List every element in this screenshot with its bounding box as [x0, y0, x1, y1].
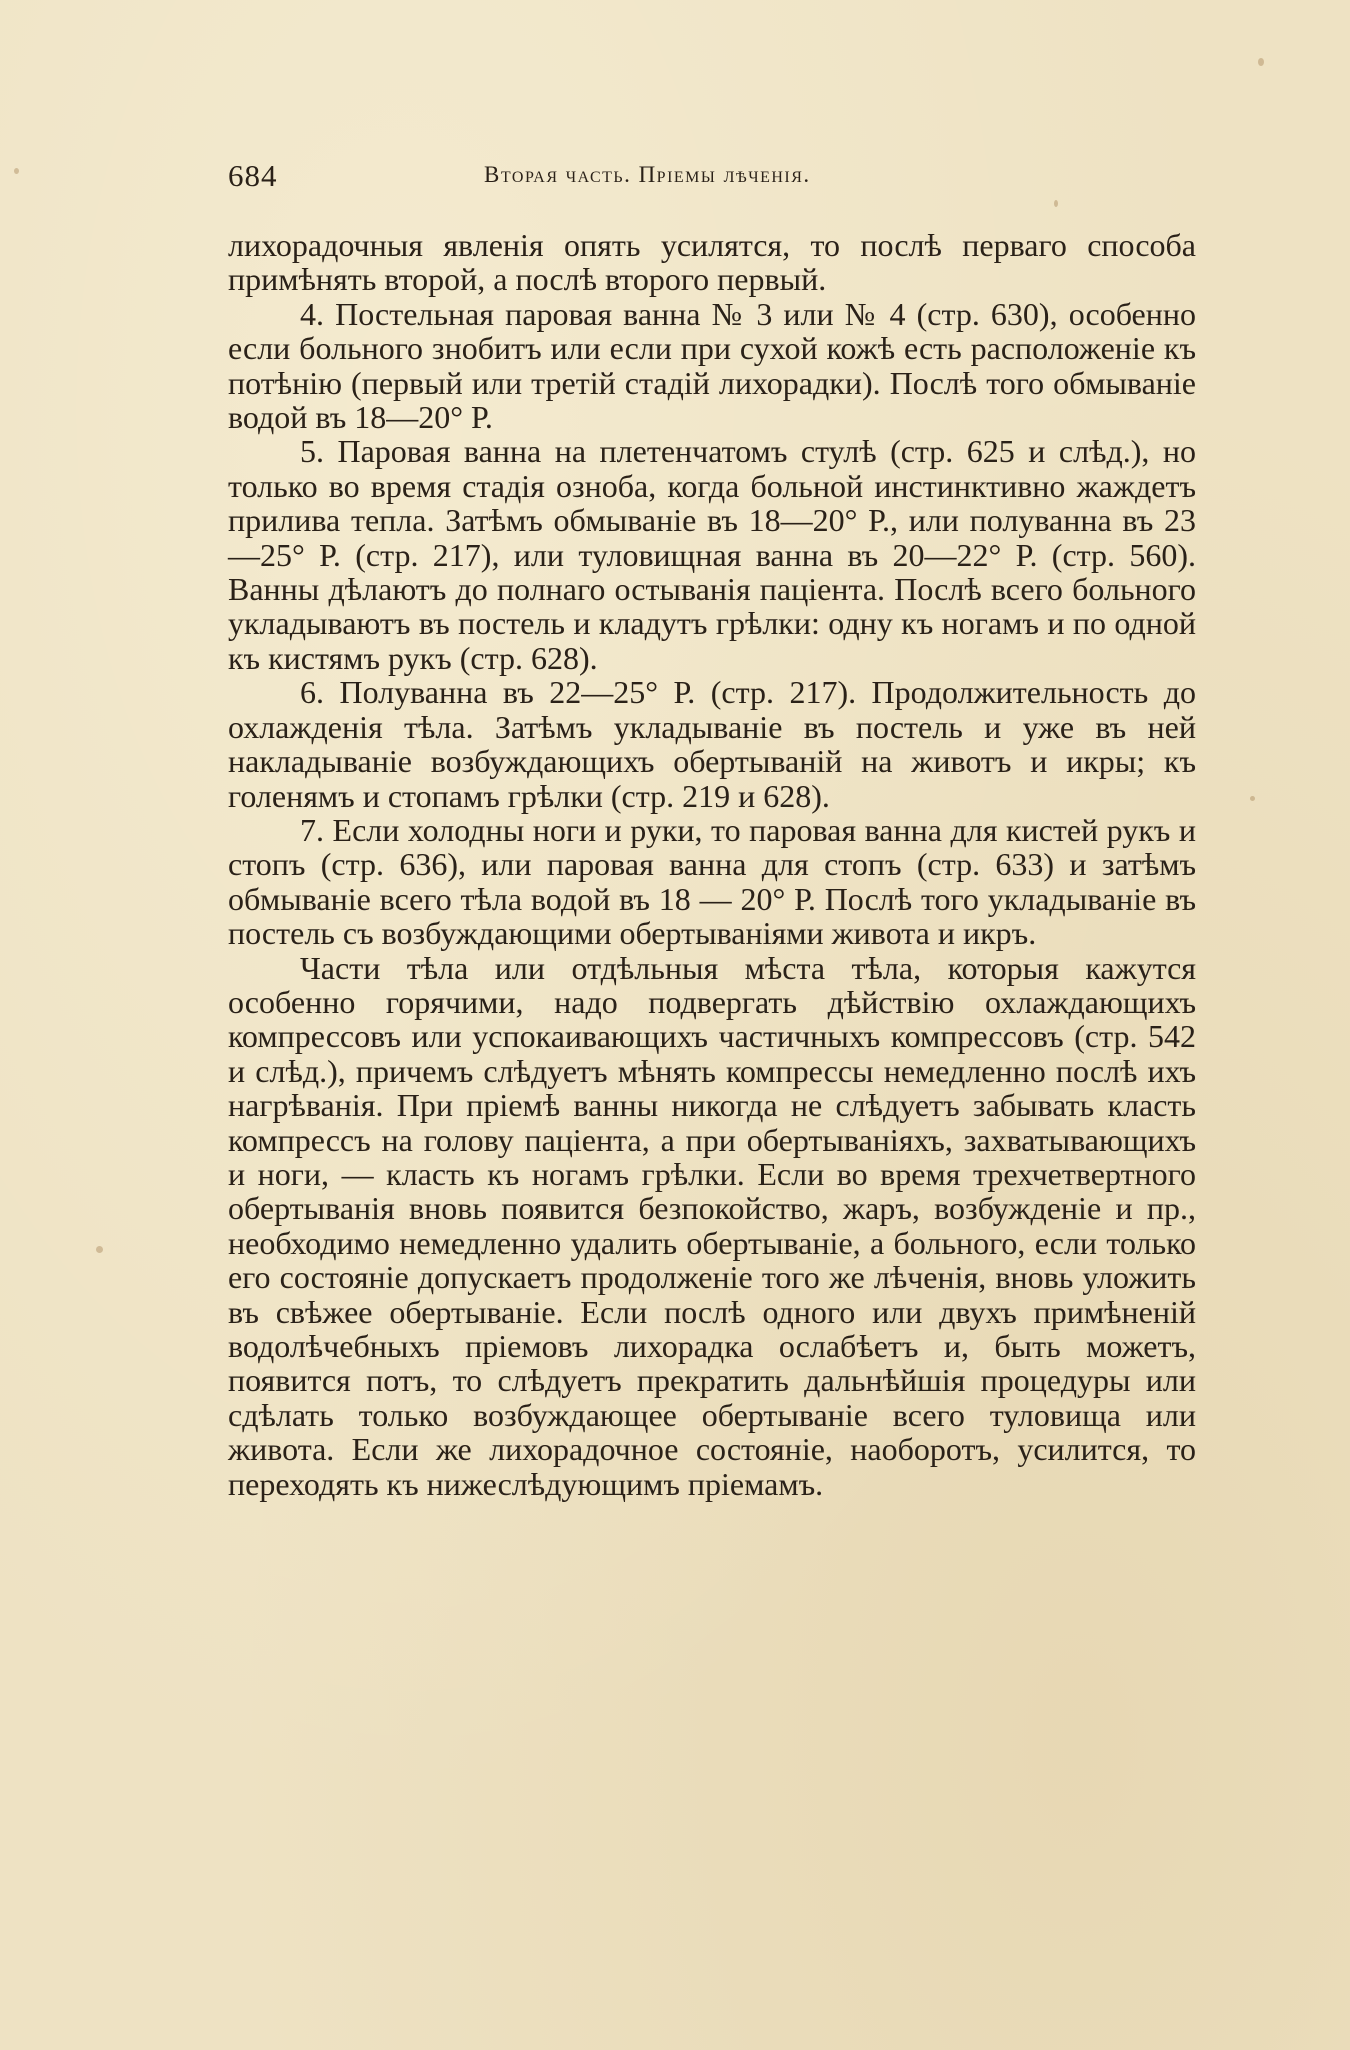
page-number: 684 [228, 158, 278, 193]
running-head [228, 158, 1138, 198]
paper-spot [1250, 796, 1255, 801]
paragraph-item-5: 5. Паровая ванна на плетенчатомъ стулѣ (стр. 625 и слѣд.), но только во время стадія озноба, когда больной инстинктивно жаждетъ прилива тепла. Затѣмъ обмываніе въ 18—20° Р., или полуванна въ 23—25° Р. (стр. 217), или туловищная ванна въ 20—22° Р. (стр. 560). Ванны дѣлаютъ до полнаго остыванія паціента. Послѣ всего больного укладываютъ въ постель и кладутъ грѣлки: одну къ ногамъ и по одной къ кистямъ рукъ (стр. 628). [228, 433, 1196, 676]
paper-spot [1054, 200, 1058, 207]
paragraph-item-4: 4. Постельная паровая ванна № 3 или № 4 (стр. 630), особенно если больного знобитъ или если при сухой кожѣ есть расположеніе къ потѣнію (первый или третій стадій лихорадки). Послѣ того обмываніе водой въ 18—20° Р. [228, 295, 1196, 436]
paragraph-compresses: Части тѣла или отдѣльныя мѣста тѣла, которыя кажутся особенно горячими, надо подвергать дѣйствію охлаждающихъ компрессовъ или успокаивающихъ частичныхъ компрессовъ (стр. 542 и слѣд.), причемъ слѣдуетъ мѣнять компрессы немедленно послѣ ихъ нагрѣванія. При пріемѣ ванны никогда не слѣдуетъ забывать класть компрессъ на голову паціента, а при обертываніяхъ, захватывающихъ и ноги, — класть къ ногамъ грѣлки. Если во время трехчетвертного обертыванія вновь появится безпокойство, жаръ, возбужденіе и пр., необходимо немедленно удалить обертываніе, а больного, если только его состояніе допускаетъ продолженіе того же лѣченія, вновь уложить въ свѣжее обертываніе. Если послѣ одного или двухъ примѣненій водолѣчебныхъ пріемовъ лихорадка ослабѣетъ и, быть можетъ, появится потъ, то слѣдуетъ прекратить дальнѣйшія процедуры или сдѣлать только возбуждающее обертываніе всего туловища или живота. Если же лихорадочное состояніе, наоборотъ, усилится, то переходять къ нижеслѣдующимъ пріемамъ. [228, 949, 1196, 1502]
running-title: Вторая часть. Пріемы лѣченія. [484, 162, 811, 187]
paper-spot [14, 168, 19, 174]
paragraph-continuation: лихорадочныя явленія опять усилятся, то послѣ перваго способа примѣнять второй, а послѣ второго первый. [228, 227, 1196, 298]
paragraph-item-6: 6. Полуванна въ 22—25° Р. (стр. 217). Продолжительность до охлажденія тѣла. Затѣмъ укладываніе въ постель и уже въ ней накладываніе возбуждающихъ обертываній на животъ и икры; къ голенямъ и стопамъ грѣлки (стр. 219 и 628). [228, 674, 1196, 814]
paper-spot [96, 1246, 103, 1253]
paper-spot [1258, 58, 1264, 66]
body-text [228, 228, 1196, 1501]
paragraph-item-7: 7. Если холодны ноги и руки, то паровая ванна для кистей рукъ и стопъ (стр. 636), или паровая ванна для стопъ (стр. 633) и затѣмъ обмываніе всего тѣла водой въ 18 — 20° Р. Послѣ того укладываніе въ постель съ возбуждающими обертываніями живота и икръ. [228, 811, 1196, 952]
